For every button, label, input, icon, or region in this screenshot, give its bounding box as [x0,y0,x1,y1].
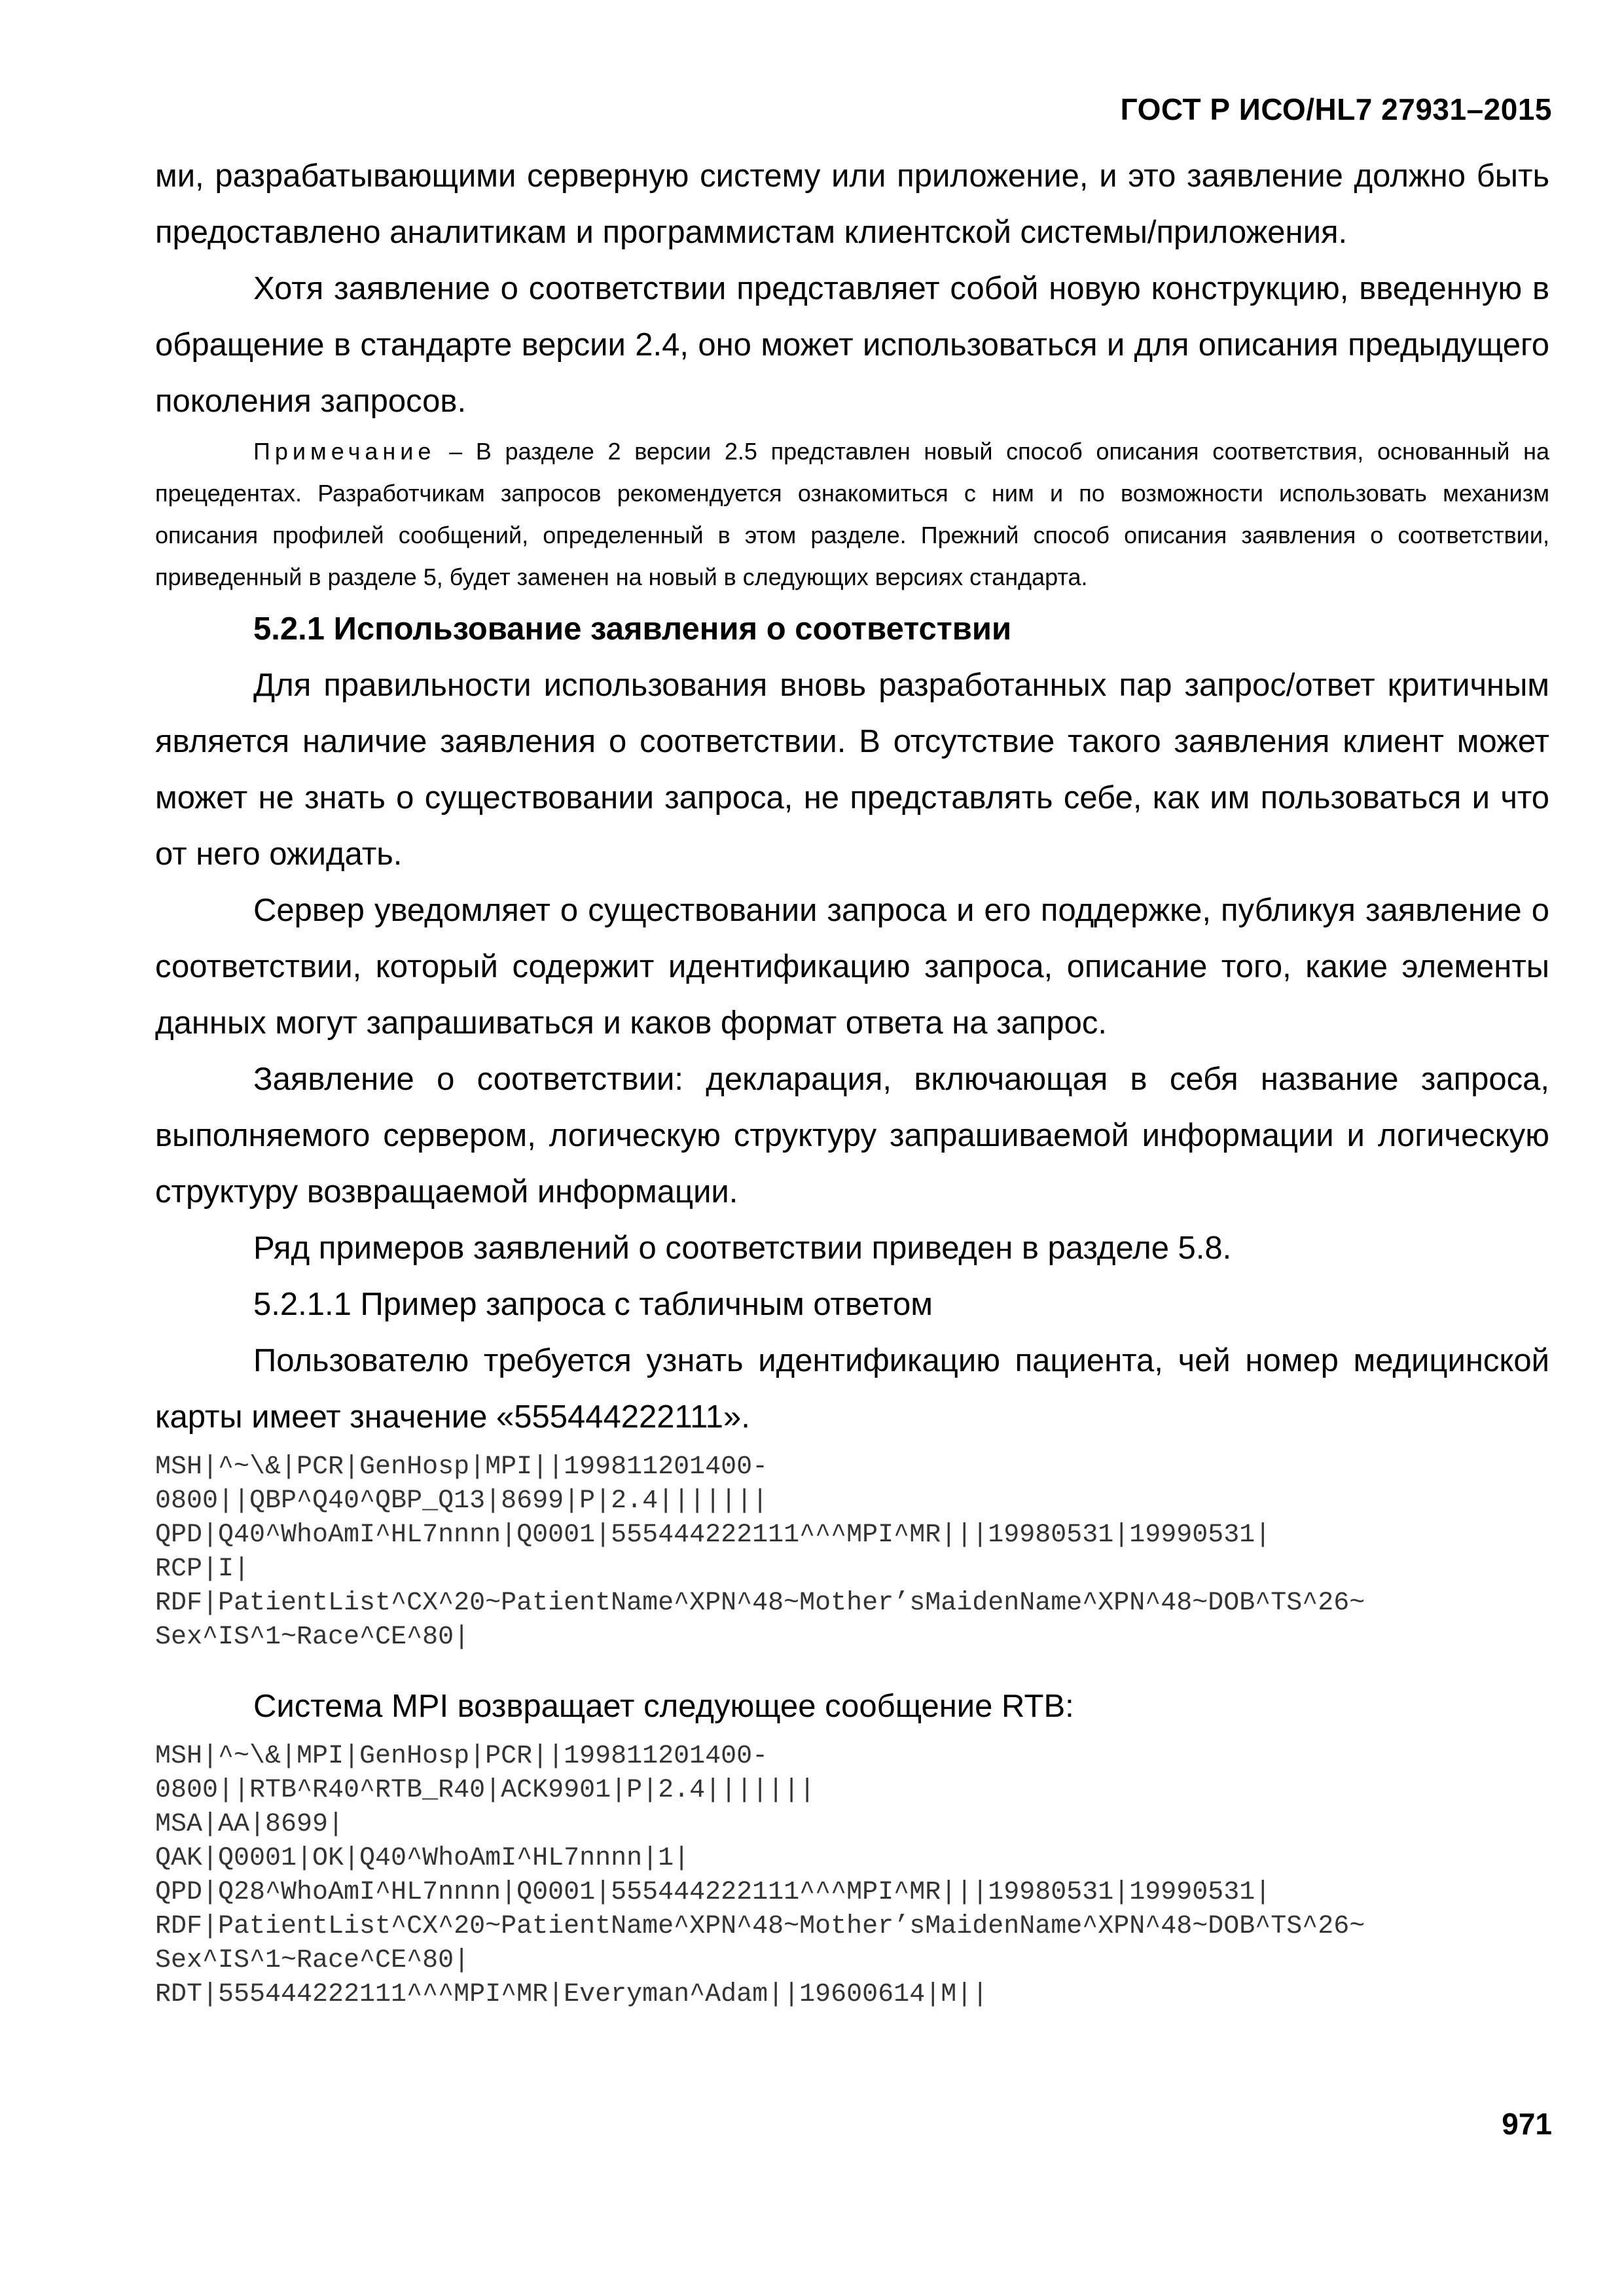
note-label: Примечание [253,438,436,465]
paragraph-definition: Заявление о соответствии: декларация, включающая в себя название запроса, выполняемого сервером, логическую структуру запрашиваемой информации и логическую структуру возвращаемой информации. [155,1062,1549,1210]
section-title: 5.2.1 Использование заявления о соответствии [253,611,1012,647]
note-text: – В разделе 2 версии 2.5 представлен новый способ описания соответствия, основанный на прецедентах. Разработчикам запросов рекомендуется ознакомиться с ним и по возможности использовать механизм описания профилей сообщений, определенный в этом разделе. Прежний способ описания заявления о соответствии, приведенный в разделе 5, будет заменен на новый в следующих версиях стандарта. [155,438,1549,590]
code-block-query: MSH|^~\&|PCR|GenHosp|MPI||199811201400- 0800||QBP^Q40^QBP_Q13|8699|P|2.4||||||| QPD|Q40^WhoAmI^HL7nnnn|Q0001|555444222111^^^MPI^MR|||19980531|19990531| RCP|I| RDF|PatientList^CX^20~PatientName^XPN^48~Mother’sMaidenName^XPN^48~DOB^TS^26~ Sex^IS^1~Race^CE^80| [155,1452,1365,1652]
paragraph-examples: Ряд примеров заявлений о соответствии приведен в разделе 5.8. [253,1230,1232,1266]
note-paragraph [155,431,1549,598]
paragraph-continuation: ми, разрабатывающими серверную систему или приложение, и это заявление должно быть предоставлено аналитикам и программистам клиентской системы/приложения. [155,158,1549,250]
paragraph-server: Сервер уведомляет о существовании запроса и его поддержке, публикуя заявление о соответствии, который содержит идентификацию запроса, описание того, какие элементы данных могут запрашиваться и каков формат ответа на запрос. [155,893,1549,1041]
standard-header: ГОСТ Р ИСО/HL7 27931–2015 [1120,92,1552,126]
paragraph-usage: Для правильности использования вновь разработанных пар запрос/ответ критичным является наличие заявления о соответствии. В отсутствие такого заявления клиент может может не знать о существовании запроса, не представлять себе, как им пользоваться и что от него ожидать. [155,668,1549,872]
subsection-title: 5.2.1.1 Пример запроса с табличным ответом [253,1287,933,1322]
page-number: 971 [1502,2107,1552,2141]
page-content [155,148,1549,2012]
code-block-response: MSH|^~\&|MPI|GenHosp|PCR||199811201400- 0800||RTB^R40^RTB_R40|ACK9901|P|2.4||||||| MSA|AA|8699| QAK|Q0001|OK|Q40^WhoAmI^HL7nnnn|1| QPD|Q28^WhoAmI^HL7nnnn|Q0001|555444222111^^^MPI^MR|||19980531|19990531| RDF|PatientList^CX^20~PatientName^XPN^48~Mother’sMaidenName^XPN^48~DOB^TS^26~ Sex^IS^1~Race^CE^80| RDT|555444222111^^^MPI^MR|Everyman^Adam||19600614|M|| [155,1742,1365,2009]
paragraph-mpi-response: Система MPI возвращает следующее сообщение RTB: [253,1689,1074,1724]
paragraph-conformance-statement: Хотя заявление о соответствии представляет собой новую конструкцию, введенную в обращение в стандарте версии 2.4, оно может использоваться и для описания предыдущего поколения запросов. [155,271,1549,419]
paragraph-user-request: Пользователю требуется узнать идентификацию пациента, чей номер медицинской карты имеет значение «555444222111». [155,1343,1549,1435]
